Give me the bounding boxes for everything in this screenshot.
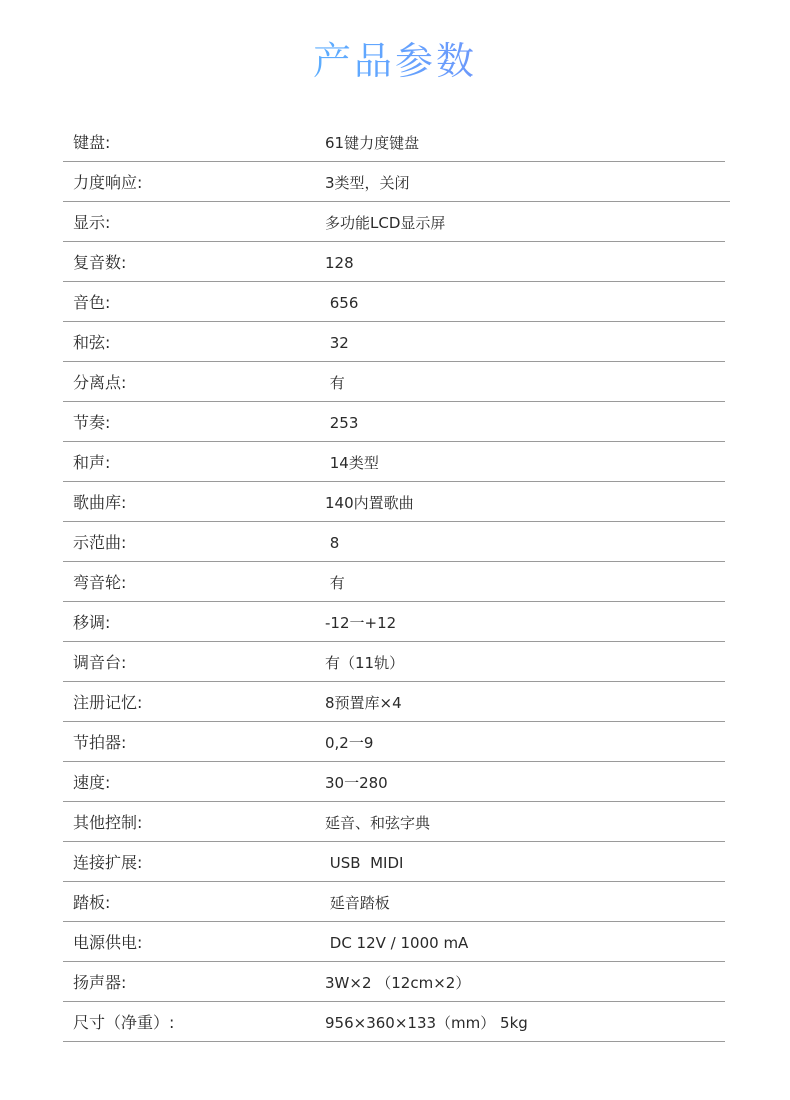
spec-row-power-supply: [63, 922, 725, 962]
spec-value: 延音踏板: [325, 894, 390, 912]
spec-label: 复音数:: [73, 253, 127, 272]
spec-row-tempo: [63, 762, 725, 802]
spec-value: 140内置歌曲: [325, 494, 414, 512]
spec-row-keyboard: [63, 122, 725, 162]
spec-row-pitch-bend: [63, 562, 725, 602]
spec-label: 速度:: [73, 773, 111, 792]
spec-label: 其他控制:: [73, 813, 143, 832]
spec-value: 3类型，关闭: [325, 174, 410, 192]
spec-row-harmony: [63, 442, 725, 482]
spec-label: 力度响应:: [73, 173, 143, 192]
spec-value: 3W×2 （12cm×2）: [325, 974, 471, 992]
spec-label: 和声:: [73, 453, 111, 472]
spec-value: 253: [325, 414, 359, 432]
spec-value: 14类型: [325, 454, 379, 472]
spec-label: 示范曲:: [73, 533, 127, 552]
spec-row-display: [63, 202, 725, 242]
spec-value: 有: [325, 374, 345, 392]
spec-row-demo-songs: [63, 522, 725, 562]
spec-label: 节拍器:: [73, 733, 127, 752]
spec-value: USB MIDI: [325, 854, 404, 872]
spec-value: 32: [325, 334, 349, 352]
spec-row-chords: [63, 322, 725, 362]
spec-row-polyphony: [63, 242, 725, 282]
spec-row-velocity-response: [63, 162, 730, 202]
spec-row-metronome: [63, 722, 725, 762]
spec-label: 分离点:: [73, 373, 127, 392]
spec-label: 连接扩展:: [73, 853, 143, 872]
spec-value: 30一280: [325, 774, 388, 792]
spec-label: 音色:: [73, 293, 111, 312]
spec-value: 8: [325, 534, 340, 552]
spec-label: 踏板:: [73, 893, 111, 912]
spec-value: 有（11轨）: [325, 654, 405, 672]
spec-label: 歌曲库:: [73, 493, 127, 512]
spec-row-song-library: [63, 482, 725, 522]
spec-label: 显示:: [73, 213, 111, 232]
spec-label: 和弦:: [73, 333, 111, 352]
spec-label: 弯音轮:: [73, 573, 127, 592]
spec-label: 尺寸（净重）:: [73, 1013, 175, 1032]
spec-row-dimensions-weight: [63, 1002, 725, 1042]
spec-row-connectivity: [63, 842, 725, 882]
spec-label: 移调:: [73, 613, 111, 632]
page-title: 产品参数: [0, 36, 790, 86]
spec-label: 键盘:: [73, 133, 111, 152]
spec-label: 调音台:: [73, 653, 127, 672]
spec-row-registration-memory: [63, 682, 725, 722]
spec-value: 61键力度键盘: [325, 134, 420, 152]
spec-row-voices: [63, 282, 725, 322]
spec-value: 128: [325, 254, 354, 272]
spec-row-mixer: [63, 642, 725, 682]
spec-value: DC 12V / 1000 mA: [325, 934, 469, 952]
spec-value: 0,2一9: [325, 734, 374, 752]
spec-row-other-controls: [63, 802, 725, 842]
spec-label: 节奏:: [73, 413, 111, 432]
spec-value: 延音、和弦字典: [325, 814, 431, 832]
spec-row-rhythms: [63, 402, 725, 442]
spec-row-split-point: [63, 362, 725, 402]
spec-value: 多功能LCD显示屏: [325, 214, 446, 232]
spec-value: 有: [325, 574, 345, 592]
spec-value: -12一+12: [325, 614, 397, 632]
spec-label: 电源供电:: [73, 933, 143, 952]
spec-label: 注册记忆:: [73, 693, 143, 712]
spec-value: 956×360×133（mm） 5kg: [325, 1014, 528, 1032]
spec-row-speakers: [63, 962, 725, 1002]
spec-row-pedal: [63, 882, 725, 922]
spec-value: 8预置库×4: [325, 694, 402, 712]
spec-row-transpose: [63, 602, 725, 642]
spec-label: 扬声器:: [73, 973, 127, 992]
spec-value: 656: [325, 294, 359, 312]
spec-table: [63, 122, 725, 1042]
